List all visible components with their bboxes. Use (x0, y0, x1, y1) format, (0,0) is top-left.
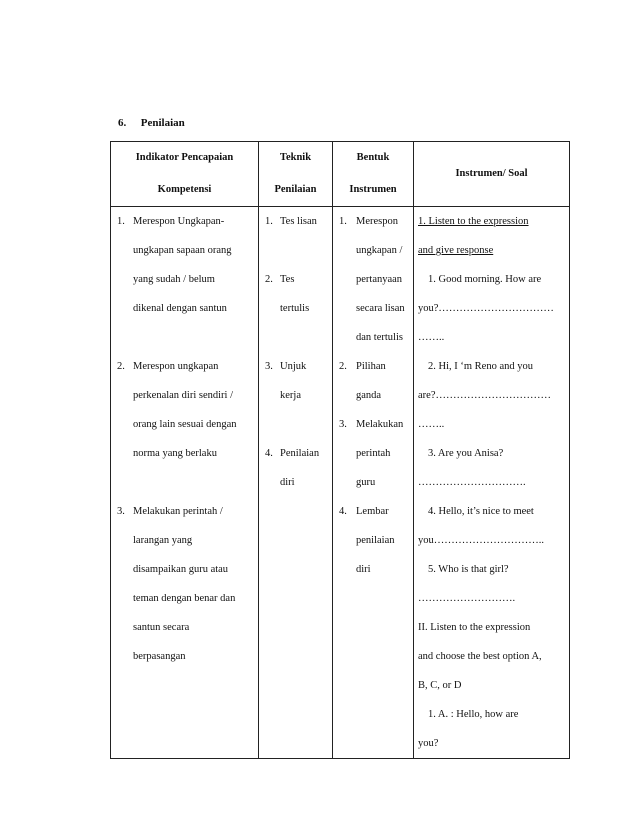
soal-line: and give response (418, 245, 494, 256)
soal-line: 1. A. : Hello, how are (428, 709, 519, 720)
list-number: 2. (339, 361, 347, 372)
soal-line: you………………………….. (418, 535, 544, 546)
list-number: 3. (265, 361, 273, 372)
soal-line: 1. Listen to the expression (418, 216, 529, 227)
soal-line: ………………………. (418, 593, 516, 604)
list-number: 1. (339, 216, 347, 227)
soal-line: 4. Hello, it’s nice to meet (428, 506, 534, 517)
list-number: 4. (339, 506, 347, 517)
list-text-line: Merespon (356, 216, 398, 227)
indikator-item (117, 497, 254, 671)
cell-bentuk (333, 207, 414, 759)
list-text-line: Pilihan (356, 361, 386, 372)
list-text-line: Penilaian (280, 448, 320, 459)
list-text-line: Merespon ungkapan (133, 361, 219, 372)
list-number: 3. (117, 506, 125, 517)
list-number: 2. (117, 361, 125, 372)
list-text-line: Melakukan perintah / (133, 506, 223, 517)
list-text-line: ungkapan / (356, 245, 403, 256)
soal-line: II. Listen to the expression (418, 622, 531, 633)
bentuk-item (339, 497, 413, 584)
list-text-line: santun secara (133, 622, 190, 633)
soal-line: 1. Good morning. How are (428, 274, 542, 285)
soal-line: 5. Who is that girl? (428, 564, 509, 575)
table-header-row (111, 142, 570, 207)
section-heading (118, 117, 185, 129)
soal-line: and choose the best option A, (418, 651, 542, 662)
list-text-line: disampaikan guru atau (133, 564, 229, 575)
list-text-line: larangan yang (133, 535, 193, 546)
soal-line: 2. Hi, I ‘m Reno and you (428, 361, 533, 372)
soal-line: …………………………. (418, 477, 526, 488)
list-text-line: yang sudah / belum (133, 274, 215, 285)
list-text-line: Melakukan (356, 419, 404, 430)
soal-list (414, 207, 569, 758)
soal-line: 3. Are you Anisa? (428, 448, 504, 459)
list-text-line: tertulis (280, 303, 310, 314)
header-indikator: Indikator Pencapaian Kompetensi (111, 142, 259, 207)
list-text-line: perintah (356, 448, 391, 459)
list-number: 2. (265, 274, 273, 285)
soal-line: are?…………………………… (418, 390, 551, 401)
section-title: Penilaian (140, 117, 185, 129)
list-text-line: diri (280, 477, 295, 488)
bentuk-item (339, 410, 413, 497)
indikator-list (111, 207, 258, 671)
list-text-line: Tes lisan (280, 216, 317, 227)
list-number: 4. (265, 448, 273, 459)
list-text-line: teman dengan benar dan (133, 593, 236, 604)
list-text-line: kerja (280, 390, 301, 401)
section-number: 6. (118, 117, 127, 129)
cell-indikator (111, 207, 259, 759)
table-body-row (111, 207, 570, 759)
list-text-line: pertanyaan (356, 274, 403, 285)
soal-line: you?…………………………… (418, 303, 554, 314)
list-text-line: guru (356, 477, 376, 488)
soal-line: …….. (418, 419, 445, 430)
list-text-line: perkenalan diri sendiri / (133, 390, 234, 401)
list-text-line: orang lain sesuai dengan (133, 419, 237, 430)
soal-line: B, C, or D (418, 680, 462, 691)
teknik-item (265, 207, 332, 236)
cell-soal (414, 207, 570, 759)
indikator-item (117, 207, 254, 323)
list-text-line: dikenal dengan santun (133, 303, 227, 314)
list-text-line: Lembar (356, 506, 389, 517)
list-text-line: Unjuk (280, 361, 307, 372)
teknik-item (265, 352, 332, 410)
teknik-item (265, 439, 332, 497)
list-text-line: dan tertulis (356, 332, 403, 343)
header-bentuk: Bentuk Instrumen (333, 142, 414, 207)
list-text-line: ungkapan sapaan orang (133, 245, 232, 256)
bentuk-item (339, 352, 413, 410)
list-number: 3. (339, 419, 347, 430)
list-text-line: ganda (356, 390, 382, 401)
list-text-line: Merespon Ungkapan- (133, 216, 225, 227)
list-number: 1. (265, 216, 273, 227)
header-teknik: Teknik Penilaian (259, 142, 333, 207)
bentuk-item (339, 207, 413, 352)
list-text-line: diri (356, 564, 371, 575)
list-text-line: secara lisan (356, 303, 405, 314)
list-text-line: berpasangan (133, 651, 186, 662)
soal-line: …….. (418, 332, 445, 343)
soal-line: you? (418, 738, 439, 749)
teknik-list (259, 207, 332, 497)
header-instrumen-soal: Instrumen/ Soal (414, 142, 570, 207)
indikator-item (117, 352, 254, 468)
teknik-item (265, 265, 332, 323)
cell-teknik (259, 207, 333, 759)
bentuk-list (333, 207, 413, 584)
list-text-line: penilaian (356, 535, 395, 546)
list-number: 1. (117, 216, 125, 227)
list-text-line: norma yang berlaku (133, 448, 217, 459)
assessment-table (110, 141, 570, 759)
list-text-line: Tes (280, 274, 295, 285)
